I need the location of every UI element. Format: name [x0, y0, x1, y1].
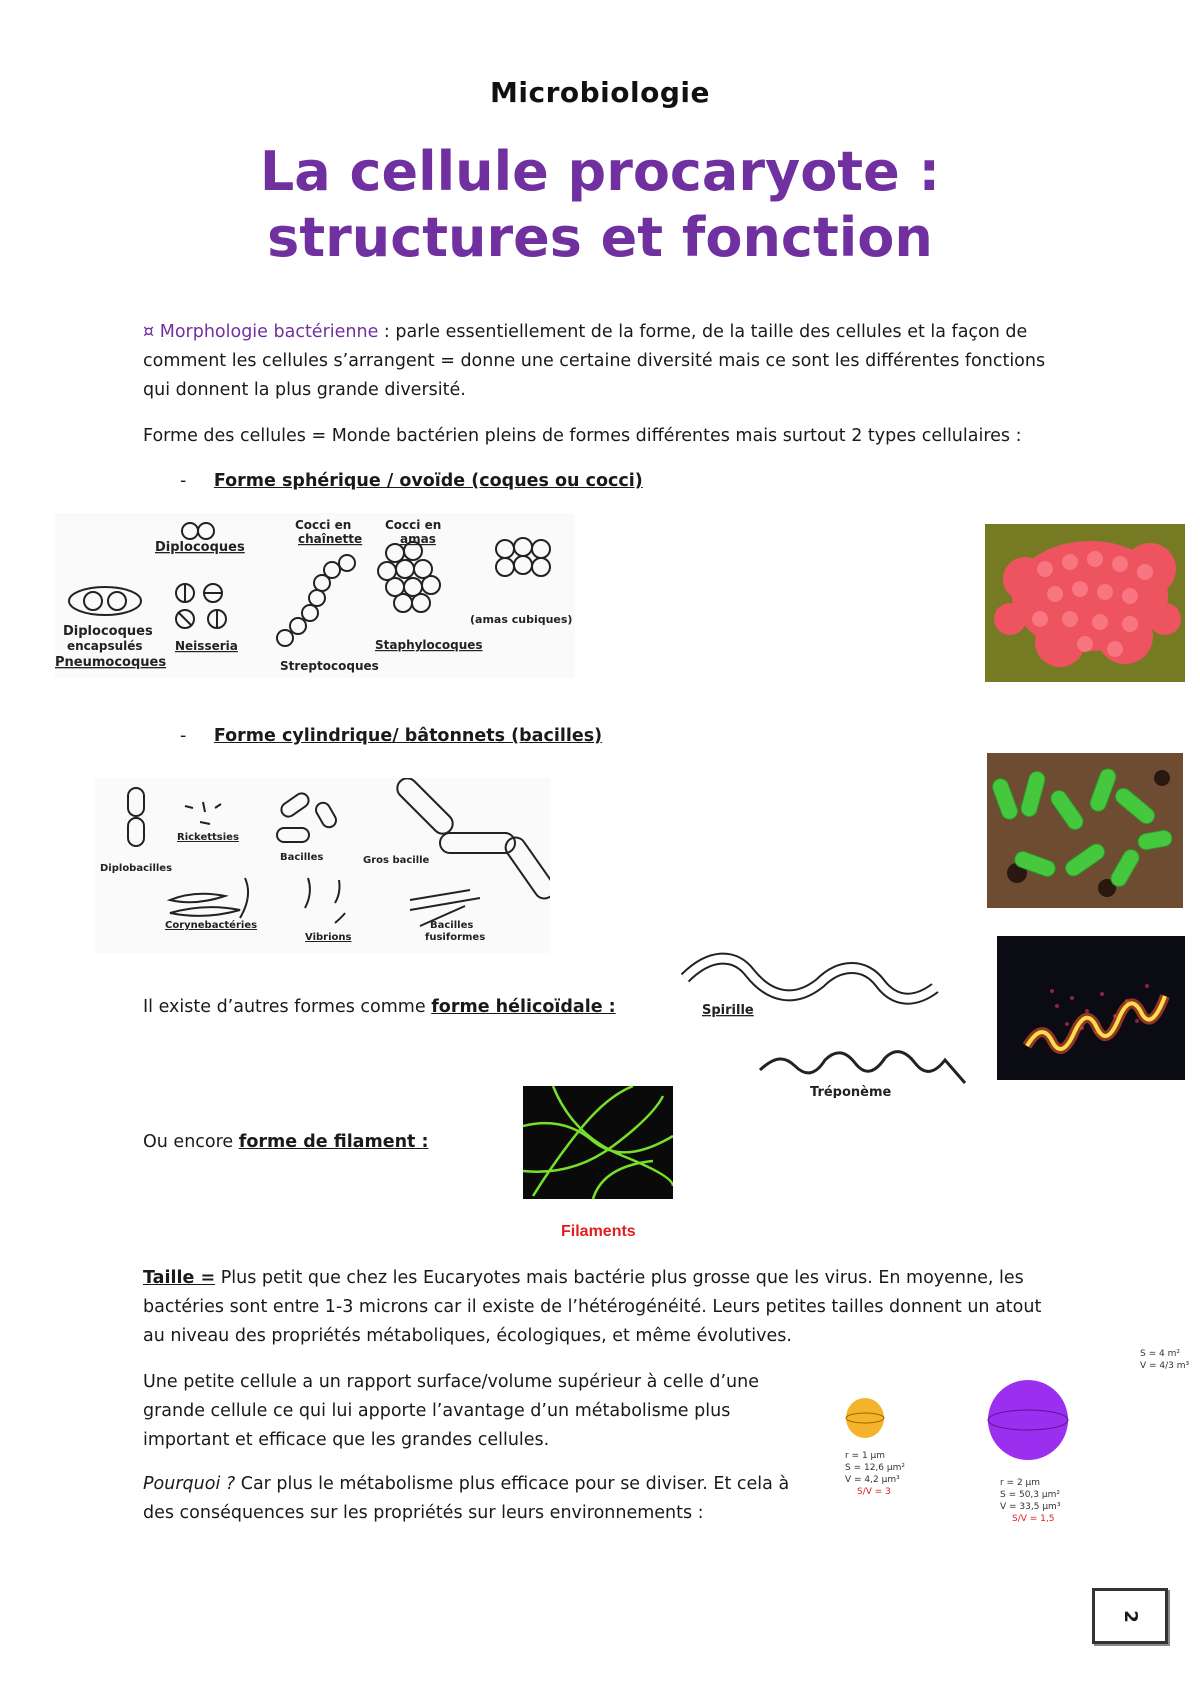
small-v: V = 4,2 µm³	[845, 1475, 900, 1485]
document-title-line2: structures et fonction	[267, 206, 933, 269]
label-diplocoques-encapsules-1: Diplocoques	[63, 624, 153, 639]
label-bacilles: Bacilles	[280, 852, 324, 863]
label-cocci-chainette-2: chaînette	[298, 532, 363, 546]
label-amas-cubiques: (amas cubiques)	[470, 613, 573, 626]
page-number-box	[1092, 1588, 1168, 1644]
dash: -	[180, 726, 187, 746]
helicoidale-link: forme hélicoïdale :	[431, 997, 616, 1017]
bacilli-micrograph	[987, 753, 1183, 908]
small-sphere	[845, 1397, 885, 1439]
label-cocci-amas-2: amas	[400, 532, 436, 546]
small-sphere-values	[845, 1450, 905, 1498]
label-diplocoques-encapsules-2: encapsulés	[67, 639, 143, 653]
large-v: V = 33,5 µm³	[1000, 1502, 1061, 1512]
small-ratio: S/V = 3	[857, 1487, 891, 1497]
taille-label: Taille =	[143, 1268, 216, 1288]
label-diplobacilles: Diplobacilles	[100, 863, 173, 874]
small-r: r = 1 µm	[845, 1451, 886, 1461]
cocci-micrograph	[985, 524, 1185, 682]
helicoidal-diagram	[680, 948, 970, 1098]
corner-v: V = 4/3 m³	[1140, 1361, 1190, 1371]
large-s: S = 50,3 µm²	[1000, 1490, 1060, 1500]
morphologie-term: Morphologie bactérienne	[159, 322, 379, 342]
label-corynebacteries: Corynebactéries	[165, 920, 258, 931]
label-diplocoques: Diplocoques	[155, 540, 245, 555]
intro-text: : parle essentiellement de la forme, de la taille des cellules et la façon de comment les cellules s’arrangent = donne une certaine diversité mais ce sont les différentes fonctions qui donnent la plus grande diversité.	[143, 322, 1046, 400]
forme-paragraph: Forme des cellules = Monde bactérien pleins de formes différentes mais surtout 2 types cellulaires :	[143, 426, 1022, 446]
document-subject: Microbiologie	[490, 76, 710, 109]
label-spirille: Spirille	[702, 1003, 754, 1018]
filament-micrograph	[523, 1086, 673, 1240]
filament-caption: Filaments	[561, 1223, 636, 1240]
label-rickettsies: Rickettsies	[177, 832, 239, 843]
small-s: S = 12,6 µm²	[845, 1463, 905, 1473]
taille-paragraph	[143, 1264, 1063, 1351]
label-bacilles-fusiformes-2: fusiformes	[425, 932, 486, 943]
label-gros-bacille: Gros bacille	[363, 855, 430, 866]
label-treponeme: Tréponème	[810, 1085, 892, 1098]
surface-paragraph: Une petite cellule a un rapport surface/volume supérieur à celle d’une grande cellule ce qui lui apporte l’avantage d’un métabolisme plus important et efficace que les grandes cellules.	[143, 1372, 759, 1450]
cylindrique-heading-row	[180, 722, 1100, 751]
label-neisseria: Neisseria	[175, 639, 238, 653]
corner-values	[1140, 1348, 1200, 1372]
pourquoi-paragraph	[143, 1470, 803, 1528]
helicoidale-prefix: Il existe d’autres formes comme	[143, 997, 432, 1017]
bacilli-diagram	[95, 778, 550, 953]
helicoidal-micrograph	[997, 936, 1185, 1080]
page-number: 2	[1119, 1609, 1141, 1623]
large-ratio: S/V = 1,5	[1012, 1514, 1055, 1524]
bullet-symbol: ¤	[143, 322, 155, 342]
label-pneumocoques: Pneumocoques	[55, 655, 167, 670]
large-sphere-values	[1000, 1477, 1060, 1525]
label-staphylocoques: Staphylocoques	[375, 638, 483, 652]
spherique-heading-row	[180, 467, 1100, 496]
label-cocci-amas-1: Cocci en	[385, 518, 442, 532]
cocci-diagram	[55, 513, 575, 678]
intro-paragraph	[143, 318, 1063, 405]
cylindrique-heading: Forme cylindrique/ bâtonnets (bacilles)	[213, 726, 603, 746]
filament-prefix: Ou encore	[143, 1132, 239, 1152]
label-vibrions: Vibrions	[305, 932, 352, 943]
document-title-line1: La cellule procaryote :	[259, 140, 941, 203]
spherique-heading: Forme sphérique / ovoïde (coques ou cocci)	[213, 471, 643, 491]
filament-link: forme de filament :	[238, 1132, 429, 1152]
label-streptocoques: Streptocoques	[280, 659, 379, 673]
corner-s: S = 4 m²	[1140, 1349, 1180, 1359]
large-r: r = 2 µm	[1000, 1478, 1041, 1488]
dash: -	[180, 471, 187, 491]
label-bacilles-fusiformes-1: Bacilles	[430, 920, 474, 931]
pourquoi-text: Car plus le métabolisme plus efficace pour se diviser. Et cela à des conséquences sur les propriétés sur leurs environnements :	[143, 1474, 790, 1523]
pourquoi-label: Pourquoi ?	[143, 1474, 236, 1494]
large-sphere	[987, 1378, 1069, 1462]
label-cocci-chainette-1: Cocci en	[295, 518, 352, 532]
taille-text: Plus petit que chez les Eucaryotes mais bactérie plus grosse que les virus. En moyenne, les bactéries sont entre 1-3 microns car il existe de l’hétérogénéité. Leurs petites tailles donnent un atout au niveau des propriétés métaboliques, écologiques, et même évolutives.	[143, 1268, 1042, 1346]
